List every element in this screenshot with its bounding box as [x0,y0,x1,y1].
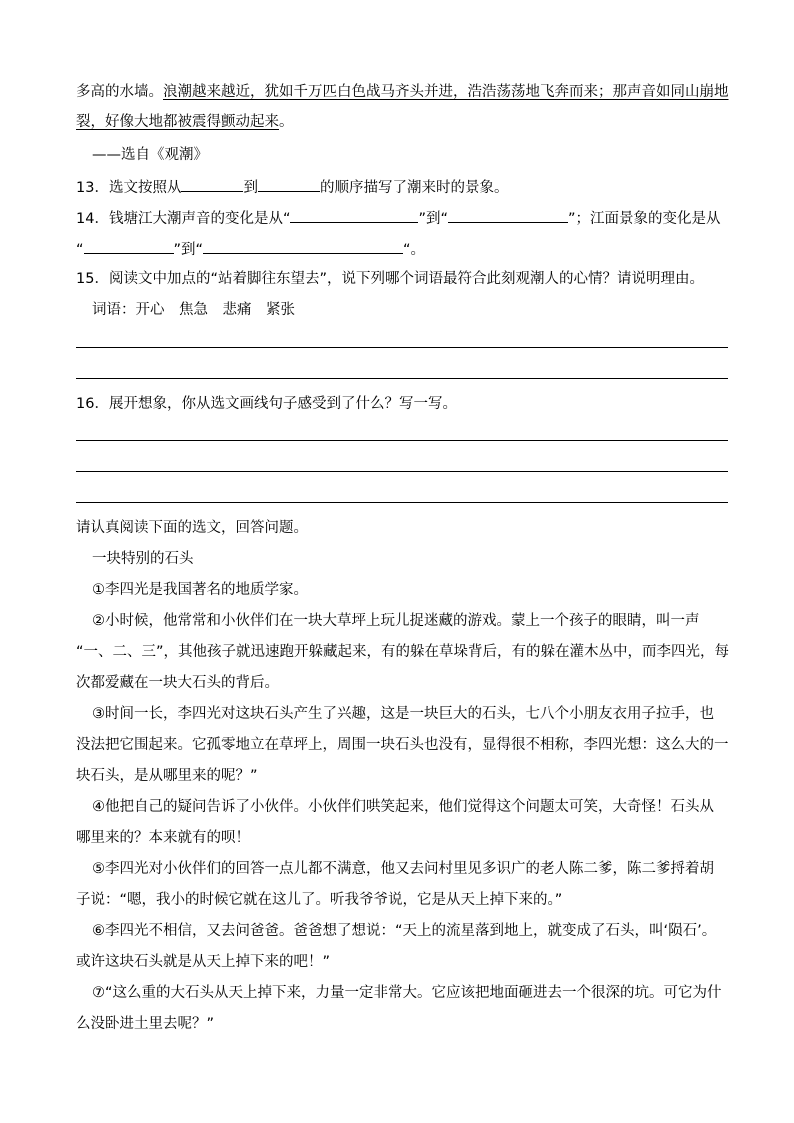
underlined-sentence-end: 裂，好像大地都被震得颤动起来 [76,114,279,130]
paragraph-6-line-1: ⑥李四光不相信，又去问爸爸。爸爸想了想说：“天上的流星落到地上，就变成了石头，叫‘陨石’。 [92,923,717,939]
answer-blank[interactable] [290,207,418,223]
paragraph-6-line-2: 或许这块石头就是从天上掉下来的吧！” [76,954,331,970]
paragraph-2-line-1: ②小时候，他常常和小伙伴们在一块大草坪上玩儿捉迷藏的游戏。蒙上一个孩子的眼睛，叫一声 [92,613,700,629]
paragraph-3-line-2: 没法把它围起来。它孤零地立在草坪上，周围一块石头也没有，显得很不相称，李四光想：这么大的一 [76,737,729,753]
paragraph-4-line-2: 哪里来的？本来就有的呗！ [76,830,250,846]
question-14: 14．钱塘江大潮声音的变化是从“ ”到“ ”；江面景象的变化是从 [76,207,756,229]
paragraph-2-line-2: “一、二、三”，其他孩子就迅速跑开躲藏起来，有的躲在草垛背后，有的躲在灌木丛中，而李四光，每 [76,644,730,660]
answer-blank[interactable] [84,238,174,254]
answer-blank[interactable] [258,176,320,192]
paragraph-5-line-2: 子说：“嗯，我小的时候它就在这儿了。听我爷爷说，它是从天上掉下来的。” [76,892,563,908]
passage-line-1 [76,82,756,102]
question-13: 13．选文按照从 到 的顺序描写了潮来时的景象。 [76,176,756,198]
question-16: 16．展开想象，你从选文画线句子感受到了什么？写一写。 [76,396,457,412]
paragraph-7-line-2: 么没卧进土里去呢？” [76,1016,215,1032]
passage-source: ——选自《观潮》 [92,147,208,163]
paragraph-4-line-1: ④他把自己的疑问告诉了小伙伴。小伙伴们哄笑起来，他们觉得这个问题太可笑，大奇怪！石头从 [92,799,714,815]
paragraph-3-line-3: 块石头，是从哪里来的呢？” [76,768,258,784]
story-title: 一块特别的石头 [92,551,194,567]
answer-blank[interactable] [203,238,403,254]
passage-line-2: 裂，好像大地都被震得颤动起来。 [76,114,294,130]
answer-line[interactable] [76,440,728,441]
answer-blank[interactable] [448,207,568,223]
question-14-cont: “ ”到“ “。 [76,238,756,260]
underlined-sentence: 浪潮越来越近，犹如千万匹白色战马齐头并进，浩浩荡荡地飞奔而来；那声音如同山崩地 [163,84,729,100]
word-options: 词语：开心 焦急 悲痛 紧张 [92,302,295,318]
question-15: 15．阅读文中加点的“站着脚往东望去”，说下列哪个词语最符合此刻观潮人的心情？请说明理由。 [76,271,704,287]
answer-line[interactable] [76,471,728,472]
paragraph-1: ①李四光是我国著名的地质学家。 [92,582,308,598]
answer-line[interactable] [76,378,728,379]
paragraph-2-line-3: 次都爱藏在一块大石头的背后。 [76,675,279,691]
answer-line[interactable] [76,502,728,503]
passage-text-plain: 多高的水墙。 [76,84,163,100]
reading-instruction: 请认真阅读下面的选文，回答问题。 [76,520,308,536]
paragraph-3-line-1: ③时间一长，李四光对这块石头产生了兴趣，这是一块巨大的石头，七八个小朋友衣用子拉手，也 [92,706,714,722]
answer-line[interactable] [76,347,728,348]
paragraph-7-line-1: ⑦“这么重的大石头从天上掉下来，力量一定非常大。它应该把地面砸进去一个很深的坑。可它为什 [92,985,722,1001]
answer-blank[interactable] [181,176,243,192]
paragraph-5-line-1: ⑤李四光对小伙伴们的回答一点儿都不满意，他又去问村里见多识广的老人陈二爹，陈二爹捋着胡 [92,861,714,877]
